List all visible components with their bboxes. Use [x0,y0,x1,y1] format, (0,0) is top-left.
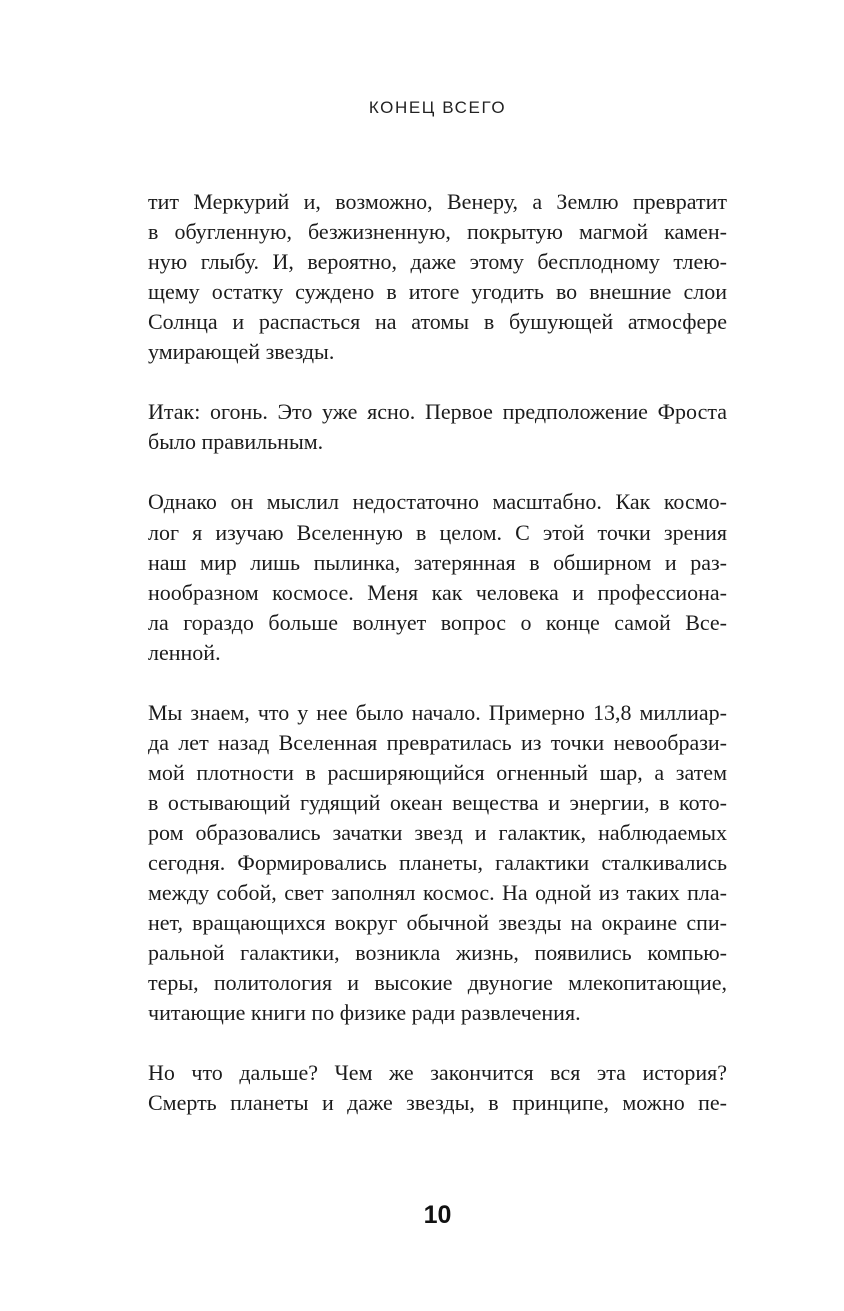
paragraph [148,487,727,667]
paragraph [148,397,727,457]
text-line: Однако он мыслил недостаточно масштабно. Как космо- [148,489,727,515]
text-line: ленной. [148,639,221,665]
paragraph [148,1058,727,1118]
text-line: теры, политология и высокие двуногие млекопитающие, [148,970,727,996]
running-header: КОНЕЦ ВСЕГО [368,98,507,117]
text-line: лог я изучаю Вселенную в целом. С этой точки зрения [148,519,727,545]
text-line: умирающей звезды. [148,339,335,365]
paragraph [148,187,727,367]
text-line: Солнца и распасться на атомы в бушующей атмосфере [148,309,727,335]
body-text [148,187,727,1118]
text-line: ром образовались зачатки звезд и галактик, наблюдаемых [148,819,727,845]
text-line: тит Меркурий и, возможно, Венеру, а Землю превратит [148,189,727,214]
text-line: ральной галактики, возникла жизнь, появились компью- [148,940,727,966]
text-line: читающие книги по физике ради развлечения. [148,1000,581,1026]
text-line: в остывающий гудящий океан вещества и энергии, в кото- [148,789,727,815]
text-line: щему остатку суждено в итоге угодить во внешние слои [148,279,727,305]
text-line: сегодня. Формировались планеты, галактики сталкивались [148,850,727,876]
text-line: ную глыбу. И, вероятно, даже этому бесплодному тлею- [148,249,727,275]
text-line: Смерть планеты и даже звезды, в принципе, можно пе- [148,1090,727,1116]
text-line: в обугленную, безжизненную, покрытую магмой камен- [148,219,727,245]
text-line: мой плотности в расширяющийся огненный шар, а затем [148,759,727,785]
page-number: 10 [423,1201,452,1229]
text-line: нет, вращающихся вокруг обычной звезды на окраине спи- [148,910,727,936]
text-line: Но что дальше? Чем же закончится вся эта история? [148,1060,727,1086]
text-line: Мы знаем, что у нее было начало. Примерно 13,8 миллиар- [148,699,727,725]
text-line: было правильным. [148,429,324,455]
text-line: ла гораздо больше волнует вопрос о конце самой Все- [148,609,727,635]
text-line: Итак: огонь. Это уже ясно. Первое предположение Фроста [148,399,727,425]
text-line: да лет назад Вселенная превратилась из точки невообрази- [148,729,727,755]
paragraph [148,698,727,1029]
text-line: нообразном космосе. Меня как человека и профессиона- [148,579,727,605]
text-line: между собой, свет заполнял космос. На одной из таких пла- [148,880,727,906]
text-line: наш мир лишь пылинка, затерянная в обширном и раз- [148,549,727,575]
